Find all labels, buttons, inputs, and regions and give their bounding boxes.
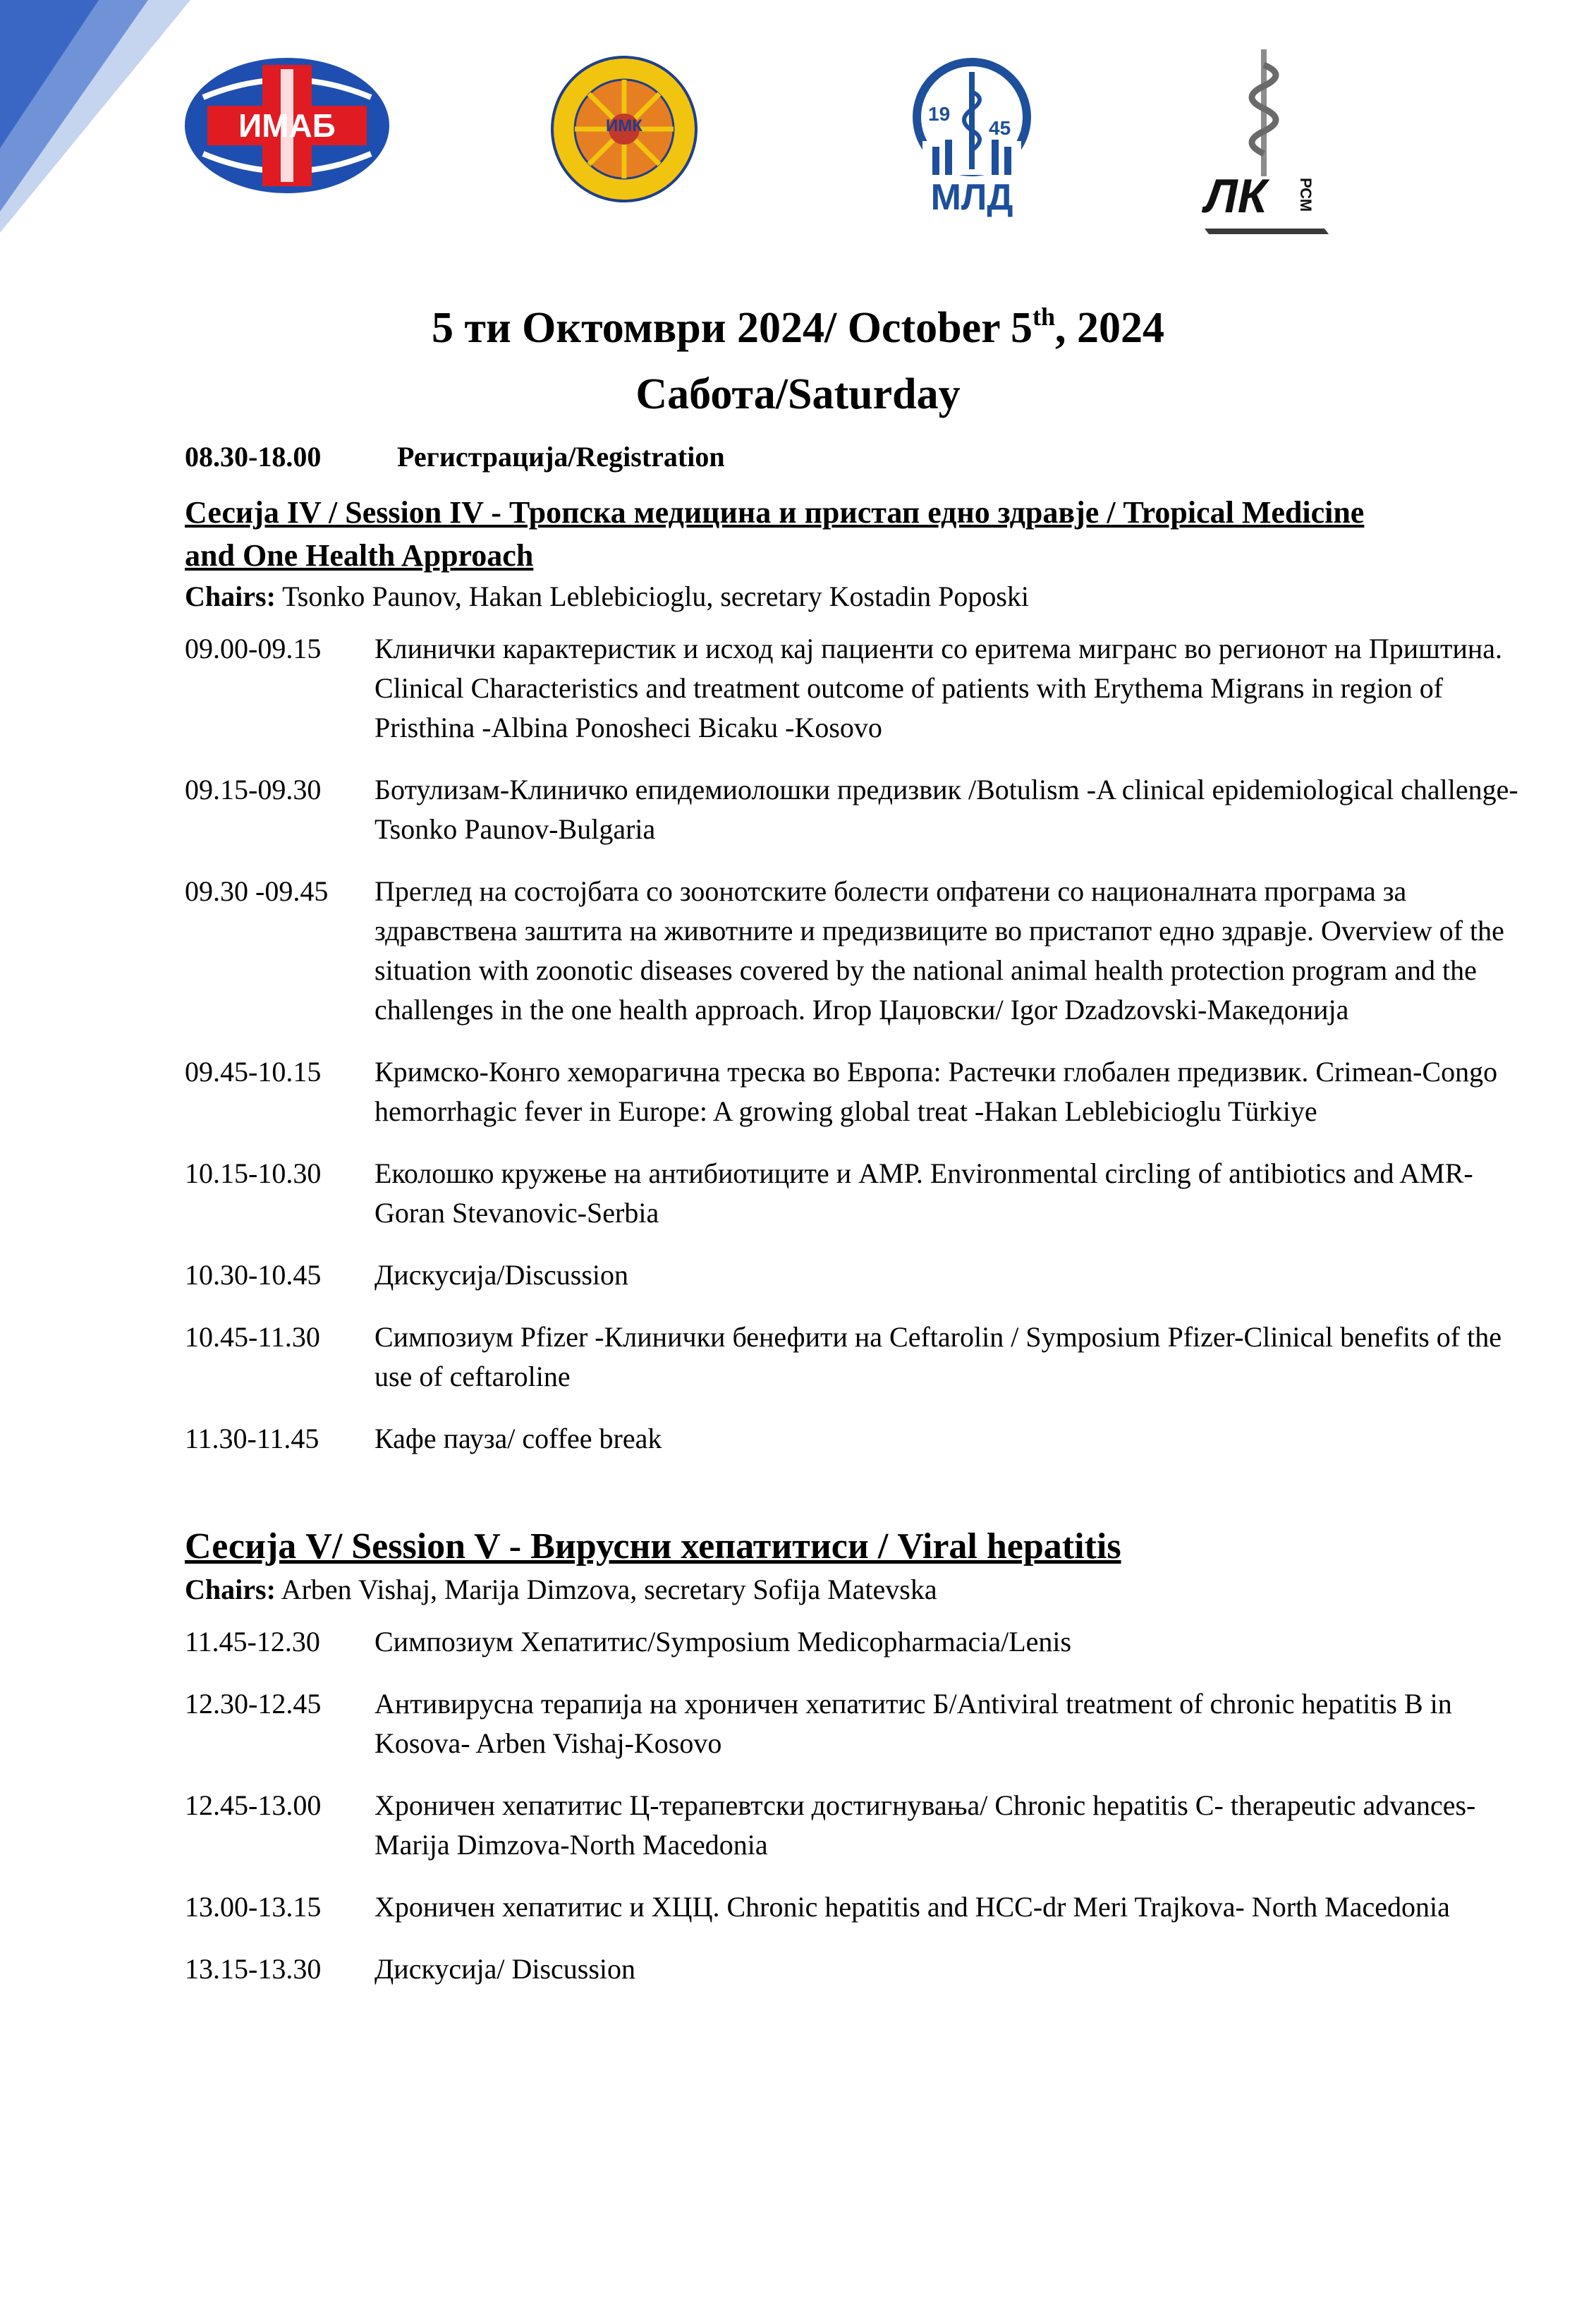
mld-year-right: 45 [989,117,1011,139]
program-item: 09.30 -09.45 Преглед на состојбата со зоонотските болести опфатени со националната програма за здравствена заштита на животните и предизвиците во пристапот едно здравје. Overview of the situation with zoonotic diseases covered by the national animal health protection program and the challenges in the one health approach. Игор Џаџовски/ Igor Dzadzovski-Македонија [185,875,1504,1026]
session-iv-title: Сесија IV / Session IV - Тропска медицина и пристап едно здравје / Tropical Medicine and One Health Approach [185,495,1365,573]
registration-label: Регистрација/Registration [397,441,725,473]
program-item: 12.30-12.45 Антивирусна терапија на хроничен хепатитис Б/Antiviral treatment of chronic hepatitis B in Kosova- Arben Vishaj-Kosovo [185,1688,1452,1759]
session-iv-chairs: Chairs: Tsonko Paunov, Hakan Leblebicioglu, secretary Kostadin Poposki [185,580,1030,612]
program-item: 13.15-13.30 Дискусија/ Discussion [185,1953,636,1985]
program-item: 09.00-09.15 Клинички карактеристик и исход кај пациенти со еритема мигранс во регионот на Приштина. Clinical Characteristics and treatment outcome of patients with Erythema Migrans in region of Pristhina -Albina Ponosheci Bicaku -Kosovo [185,633,1503,743]
program-item: 10.15-10.30 Еколошко кружење на антибиотиците и АМР. Environmental circling of antibiotics and AMR- Goran Stevanovic-Serbia [185,1157,1473,1229]
date-heading: 5 ти Октомври 2024/ October 5th, 2024 [431,303,1165,352]
program-item: 13.00-13.15 Хроничен хепатитис и ХЦЦ. Chronic hepatitis and HCC-dr Meri Trajkova- North Macedonia [185,1891,1450,1923]
registration-row [185,437,1525,477]
session-iv [185,491,1525,1459]
program-item: 10.45-11.30 Симпозиум Pfizer -Клинички бенефити на Ceftarolin / Symposium Pfizer-Clinical benefits of the use of ceftaroline [185,1321,1501,1392]
infectious-diseases-society-logo [550,55,698,203]
program-item: 12.45-13.00 Хроничен хепатитис Ц-терапевтски достигнувања/ Chronic hepatitis C- therapeutic advances- Marija Dimzova-North Macedonia [185,1789,1476,1861]
program-item: 10.30-10.45 Дискусија/Discussion [185,1259,629,1291]
section-spacer [185,1481,1525,1523]
session-v [185,1523,1525,1989]
lk-logo-text: ЛК [1205,169,1267,223]
lk-rsm-logo [1190,44,1339,241]
day-heading: Сабота/Saturday [635,370,961,418]
registration-time: 08.30-18.00 [185,441,322,473]
corner-decoration [0,0,190,240]
mld-logo [901,56,1042,226]
program-item: 09.45-10.15 Кримско-Конго хеморагична треска во Европа: Растечки глобален предизвик. Crimean-Congo hemorrhagic fever in Europe: A growing global treat -Hakan Leblebicioglu Türkiye [185,1056,1498,1127]
mld-year-left: 19 [928,103,951,125]
society-logo-text: ИМК [606,116,642,135]
program-item: 09.15-09.30 Ботулизам-Клиничко епидемиолошки предизвик /Botulism -A clinical epidemiological challenge- Tsonko Paunov-Bulgaria [185,774,1518,845]
page-title [0,295,1596,427]
lk-logo-sub: РСМ [1297,178,1315,212]
imab-logo [182,55,392,196]
imab-logo-text: ИМАБ [238,107,336,144]
program-content [185,437,1525,2012]
session-v-title: Сесија V/ Session V - Вирусни хепатитиси / Viral hepatitis [185,1526,1121,1566]
program-item: 11.45-12.30 Симпозиум Хепатитис/Symposium Medicopharmacia/Lenis [185,1626,1072,1657]
session-v-chairs: Chairs: Arben Vishaj, Marija Dimzova, secretary Sofija Matevska [185,1574,937,1605]
program-item: 11.30-11.45 Кафе пауза/ coffee break [185,1423,662,1454]
date-superscript: th [1032,303,1056,331]
mld-logo-text: МЛД [930,177,1013,218]
